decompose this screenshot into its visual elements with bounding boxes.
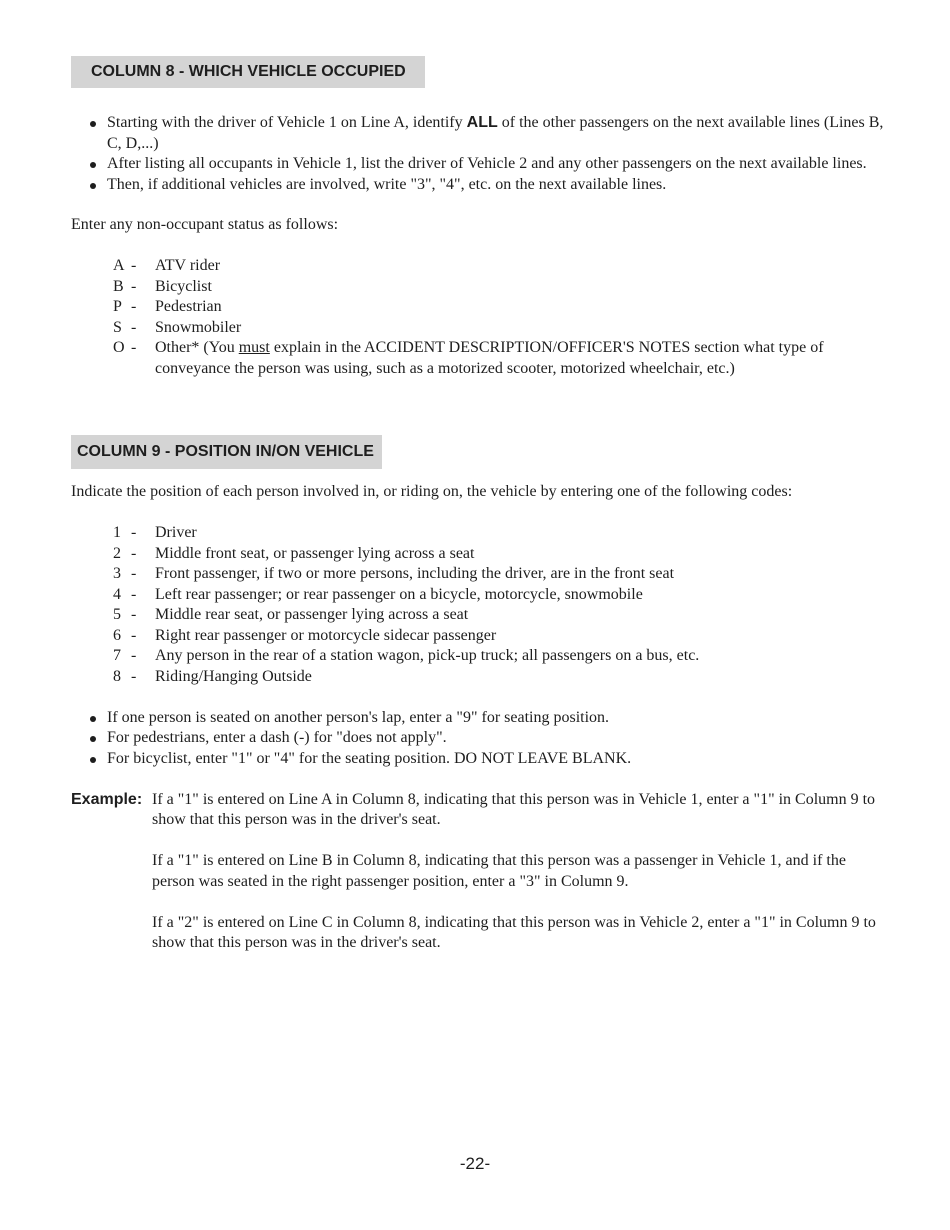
- code-row: 2 - Middle front seat, or passenger lying across a seat: [113, 544, 475, 562]
- page-number: -22-: [459, 1154, 491, 1173]
- code-row: B - Bicyclist: [113, 277, 212, 295]
- emphasis-all: ALL: [466, 114, 498, 131]
- code-row: 3 - Front passenger, if two or more persons, including the driver, are in the front seat: [113, 565, 675, 582]
- non-occupant-codes: [71, 256, 886, 379]
- position-codes: [71, 523, 886, 687]
- example-paragraph: If a "1" is entered on Line B in Column 8, indicating that this person was a passenger in Vehicle 1, and if the person was seated in the right passenger position, enter a "3" in Column 9.: [152, 852, 846, 890]
- code-row: 5 - Middle rear seat, or passenger lying across a seat: [113, 606, 469, 623]
- code-row: 8 - Riding/Hanging Outside: [113, 667, 312, 685]
- bullet-item: Starting with the driver of Vehicle 1 on Line A, identify ALL of the other passengers on the next available lines (Lines B, C, D,...): [71, 113, 886, 154]
- example-body: [152, 790, 886, 975]
- code-row-other: O - Other* (You must explain in the ACCIDENT DESCRIPTION/OFFICER'S NOTES section what type of conveyance the person was using, such as a motorized scooter, motorized wheelchair, etc.): [113, 339, 824, 377]
- code-row: 6 - Right rear passenger or motorcycle sidecar passenger: [113, 626, 497, 644]
- code-row: 7 - Any person in the rear of a station wagon, pick-up truck; all passengers on a bus, etc.: [113, 647, 700, 664]
- bullet-item: Then, if additional vehicles are involved, write "3", "4", etc. on the next available lines.: [71, 175, 886, 196]
- code-row: 4 - Left rear passenger; or rear passenger on a bicycle, motorcycle, snowmobile: [113, 585, 643, 603]
- code-row: A - ATV rider: [113, 257, 221, 274]
- page-content: [71, 56, 886, 974]
- bullet-item: After listing all occupants in Vehicle 1, list the driver of Vehicle 2 and any other passengers on the next available lines.: [71, 154, 886, 175]
- code-row: 1 - Driver: [113, 524, 197, 541]
- bullet-item: For bicyclist, enter "1" or "4" for the seating position. DO NOT LEAVE BLANK.: [71, 749, 886, 770]
- bullet-item: For pedestrians, enter a dash (-) for "does not apply".: [71, 728, 886, 749]
- bullet-item: If one person is seated on another person's lap, enter a "9" for seating position.: [71, 708, 886, 729]
- code-row: P - Pedestrian: [113, 298, 222, 315]
- position-intro: Indicate the position of each person involved in, or riding on, the vehicle by entering one of the following codes:: [71, 483, 793, 500]
- section-8-bullets: [71, 113, 886, 195]
- example-block: [71, 790, 886, 975]
- section-9-bullets: [71, 708, 886, 770]
- example-paragraph: If a "1" is entered on Line A in Column 8, indicating that this person was in Vehicle 1, enter a "1" in Column 9 to show that this person was in the driver's seat.: [152, 790, 876, 828]
- code-row: S - Snowmobiler: [113, 318, 242, 336]
- underlined-must: must: [238, 339, 270, 356]
- section-9-header: COLUMN 9 - POSITION IN/ON VEHICLE: [71, 435, 382, 469]
- example-paragraph: If a "2" is entered on Line C in Column 8, indicating that this person was in Vehicle 2, enter a "1" in Column 9 to show that this person was in the driver's seat.: [152, 913, 876, 951]
- section-8-header: COLUMN 8 - WHICH VEHICLE OCCUPIED: [71, 56, 425, 88]
- example-label: Example:: [71, 790, 143, 808]
- non-occupant-intro: Enter any non-occupant status as follows:: [71, 216, 339, 233]
